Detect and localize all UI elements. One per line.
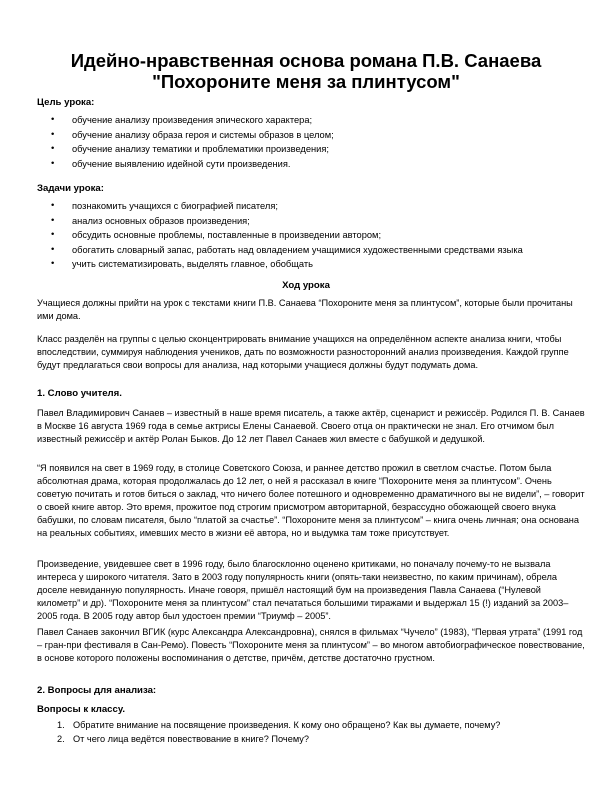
list-item: • обучение анализу тематики и проблематики произведения; [37, 142, 577, 157]
lesson-paragraph-2: Класс разделён на группы с целью сконцентрировать внимание учащихся на определённом аспекте анализа книги, чтобы впоследствии, суммируя наблюдения учеников, дать по возможности разносторонний анализ произведения. Каждой группе будут предлагаться свои вопросы для анализа, над которыми учащиеся должны будут подумать дома. [37, 334, 569, 370]
list-item: • обучение анализу образа героя и системы образов в целом; [37, 128, 577, 143]
biography-paragraph: Павел Владимирович Санаев – известный в наше время писатель, а также актёр, сценарист и режиссёр. Родился П. В. Санаев в Москве 16 августа 1969 года в семье актрисы Елены Санаевой. Своего отца он практически не знал. Его отчимом был известный режиссёр и актёр Ролан Быков. До 12 лет Павел Санаев жил вместе с бабушкой и дедушкой. [37, 408, 585, 444]
career-paragraph: Павел Санаев закончил ВГИК (курс Александра Александровна), снялся в фильмах “Чучело” (1983), “Первая утрата” (1991 год – гран-при фестиваля в Сан-Ремо). Повесть “Похороните меня за плинтусом” – во многом автобиографическое повествование, в основе которого положены воспоминания о детстве, причём, детстве достаточно грустном. [37, 627, 585, 663]
teacher-word-heading: 1. Слово учителя. [37, 388, 122, 399]
list-item: • анализ основных образов произведения; [37, 214, 577, 229]
goals-heading: Цель урока: [37, 97, 95, 108]
list-item [37, 733, 585, 747]
lesson-paragraph-1: Учащиеся должны прийти на урок с текстами книги П.В. Санаева “Похороните меня за плинтусом”, которые были прочитаны ими дома. [37, 298, 573, 321]
list-item: • обсудить основные проблемы, поставленные в произведении автором; [37, 228, 577, 243]
questions-subheading: Вопросы к классу. [37, 704, 126, 715]
question-text: От чего лица ведётся повествование в книге? Почему? [73, 733, 309, 744]
title-line-1: Идейно-нравственная основа романа П.В. Санаева [70, 50, 542, 71]
quote-paragraph: “Я появился на свет в 1969 году, в столице Советского Союза, и раннее детство прожил в светлом счастье. Потом была абсолютная драма, которая продолжалась до 12 лет, о ней я рассказал в книге “Похороните меня за плинтусом”. Очень советую почитать и готов биться о заклад, что ничего более потешного и одновременно драматичного вы не видели”, – говорит о своей книге автор. Это время, прожитое под строгим присмотром авторитарной, безрассудно обожающей своего внука бабушки, по словам писателя, было “платой за счастье”. “Похороните меня за плинтусом” – книга очень личная; она основана на реальных событиях, имевших место в жизни её автора, но и выдумка там тоже присутствует. [37, 463, 585, 538]
list-item: • познакомить учащихся с биографией писателя; [37, 199, 577, 214]
question-number: 2. [57, 733, 65, 744]
question-number: 1. [57, 720, 65, 730]
list-item: • учить систематизировать, выделять главное, обобщать [37, 257, 577, 272]
tasks-list [37, 199, 577, 272]
questions-heading: 2. Вопросы для анализа: [37, 685, 157, 696]
list-item [37, 719, 585, 733]
list-item: • обучение анализу произведения эпического характера; [37, 113, 577, 128]
tasks-heading: Задачи урока: [37, 183, 104, 194]
goals-list [37, 113, 577, 171]
lesson-heading: Ход урока [282, 280, 330, 291]
questions-list [37, 719, 585, 746]
popularity-paragraph: Произведение, увидевшее свет в 1996 году, было благосклонно оценено критиками, но поначалу почему-то не вызвала интереса у широкого читателя. Зато в 2003 году популярность книги (опять-таки неизвестно, по каким причинам), обрела доселе невиданную популярность. Иначе говоря, пришёл настоящий бум на произведения Павла Санаева (“Нулевой километр” и др). “Похороните меня за плинтусом” стал печататься большими тиражами и выдержал 15 (!) изданий за 2003–2005 года. В 2005 году автор был удостоен премии “Триумф – 2005”. [37, 559, 569, 621]
list-item: • обогатить словарный запас, работать над овладением учащимися художественными средствами языка [37, 243, 577, 258]
question-text: Обратите внимание на посвящение произведения. К кому оно обращено? Как вы думаете, почему? [73, 720, 501, 730]
page-title [30, 50, 582, 92]
title-line-2: "Похороните меня за плинтусом" [152, 71, 460, 92]
list-item: • обучение выявлению идейной сути произведения. [37, 157, 577, 172]
